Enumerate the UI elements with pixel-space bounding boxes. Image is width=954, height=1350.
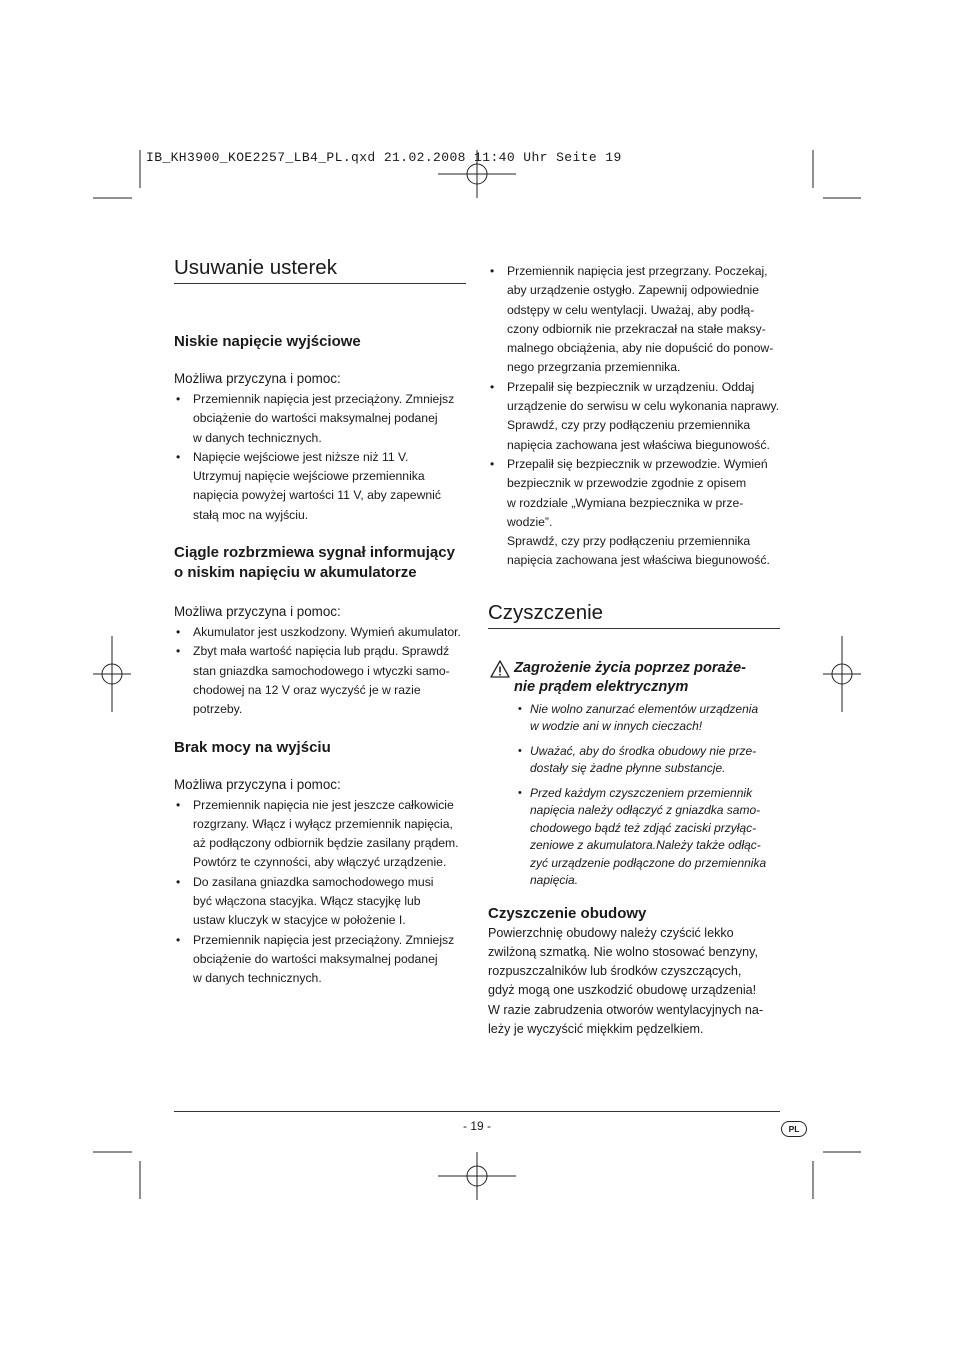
list-item: • Przed każdym czyszczeniem przemiennik napięcia należy odłączyć z gniazdka samo- chodowego bądź też zdjąć zaciski przyłąc- zeniowe z akumulatora.Należy także odłąc- zyć urządzenie podłączone do przemiennika napięcia. <box>514 785 780 890</box>
list-item: • Akumulator jest uszkodzony. Wymień akumulator. <box>174 623 466 642</box>
section-title-cleaning: Czyszczenie <box>488 601 780 629</box>
cause-label: Możliwa przyczyna i pomoc: <box>174 604 341 620</box>
s3-list <box>174 796 466 989</box>
cause-label: Możliwa przyczyna i pomoc: <box>174 371 341 386</box>
right-column <box>488 262 780 1039</box>
list-item: • Przepalił się bezpiecznik w przewodzie. Wymień bezpiecznik w przewodzie zgodnie z opisem w rozdziale „Wymiana bezpiecznika w prze- wodzie”. <box>488 455 780 532</box>
warning-heading: Zagrożenie życia poprzez poraże- nie prądem elektrycznym <box>488 659 780 697</box>
list-continuation: Sprawdź, czy przy podłączeniu przemiennika napięcia zachowana jest właściwa biegunowość. <box>507 534 770 568</box>
s2-list <box>174 623 466 719</box>
cause-label: Możliwa przyczyna i pomoc: <box>174 776 341 792</box>
warning-list <box>488 701 780 890</box>
left-column <box>174 256 466 989</box>
list-item: • Zbyt mała wartość napięcia lub prądu. Sprawdź stan gniazdka samochodowego i wtyczki samo- chodowej na 12 V oraz wyczyść je w razie potrzeby. <box>174 642 466 719</box>
heading-low-output: Niskie napięcie wyjściowe <box>174 333 361 350</box>
list-item: • Do zasilana gniazdka samochodowego musi być włączona stacyjka. Włącz stacyjkę lub ustaw kluczyk w stacyjce w położenie I. <box>174 873 466 931</box>
list-item: • Przemiennik napięcia nie jest jeszcze całkowicie rozgrzany. Włącz i wyłącz przemiennik napięcia, aż podłączony odbiornik będzie zasilany prądem. Powtórz te czynności, aby włączyć urządzenie. <box>174 796 466 873</box>
file-slug: IB_KH3900_KOE2257_LB4_PL.qxd 21.02.2008 11:40 Uhr Seite 19 <box>146 150 622 165</box>
list-item: • Przepalił się bezpiecznik w urządzeniu. Oddaj urządzenie do serwisu w celu wykonania naprawy. Sprawdź, czy przy podłączeniu przemiennika napięcia zachowana jest właściwa biegunowość. <box>488 378 780 455</box>
list-item: • Nie wolno zanurzać elementów urządzenia w wodzie ani w innych cieczach! <box>514 701 780 736</box>
list-item: • Przemiennik napięcia jest przeciążony. Zmniejsz obciążenie do wartości maksymalnej podanej w danych technicznych. <box>174 931 466 989</box>
page-number: - 19 - <box>462 1119 491 1133</box>
housing-cleaning-text: Powierzchnię obudowy należy czyścić lekko zwilżoną szmatką. Nie wolno stosować benzyny, rozpuszczalników lub środków czyszczących, gdyż mogą one uszkodzić obudowę urządzenia! W razie zabrudzenia otworów wentylacyjnych na- leży je wyczyścić miękkim pędzelkiem. <box>488 925 764 1036</box>
heading-housing-cleaning: Czyszczenie obudowy <box>488 904 647 922</box>
warning-triangle-icon <box>490 660 510 678</box>
right-list <box>488 262 780 532</box>
language-badge: PL <box>781 1121 807 1137</box>
list-item: • Przemiennik napięcia jest przeciążony. Zmniejsz obciążenie do wartości maksymalnej podanej w danych technicznych. <box>174 390 466 448</box>
list-item: • Przemiennik napięcia jest przegrzany. Poczekaj, aby urządzenie ostygło. Zapewnij odpowiednie odstępy w celu wentylacji. Uważaj, aby podłą- czony odbiornik nie przekraczał na stałe maksy- malnego obciążenia, aby nie dopuścić do ponow- nego przegrzania przemiennika. <box>488 262 780 378</box>
list-item: • Napięcie wejściowe jest niższe niż 11 V. Utrzymuj napięcie wejściowe przemiennika napięcia powyżej wartości 11 V, aby zapewnić stałą moc na wyjściu. <box>174 448 466 525</box>
heading-no-power: Brak mocy na wyjściu <box>174 738 331 756</box>
s1-list <box>174 390 466 525</box>
list-item: • Uważać, aby do środka obudowy nie prze- dostały się żadne płynne substancje. <box>514 743 780 778</box>
section-title-troubleshooting: Usuwanie usterek <box>174 256 466 284</box>
footer-rule <box>174 1111 780 1112</box>
heading-alarm: Ciągle rozbrzmiewa sygnał informujący o niskim napięciu w akumulatorze <box>174 544 455 582</box>
